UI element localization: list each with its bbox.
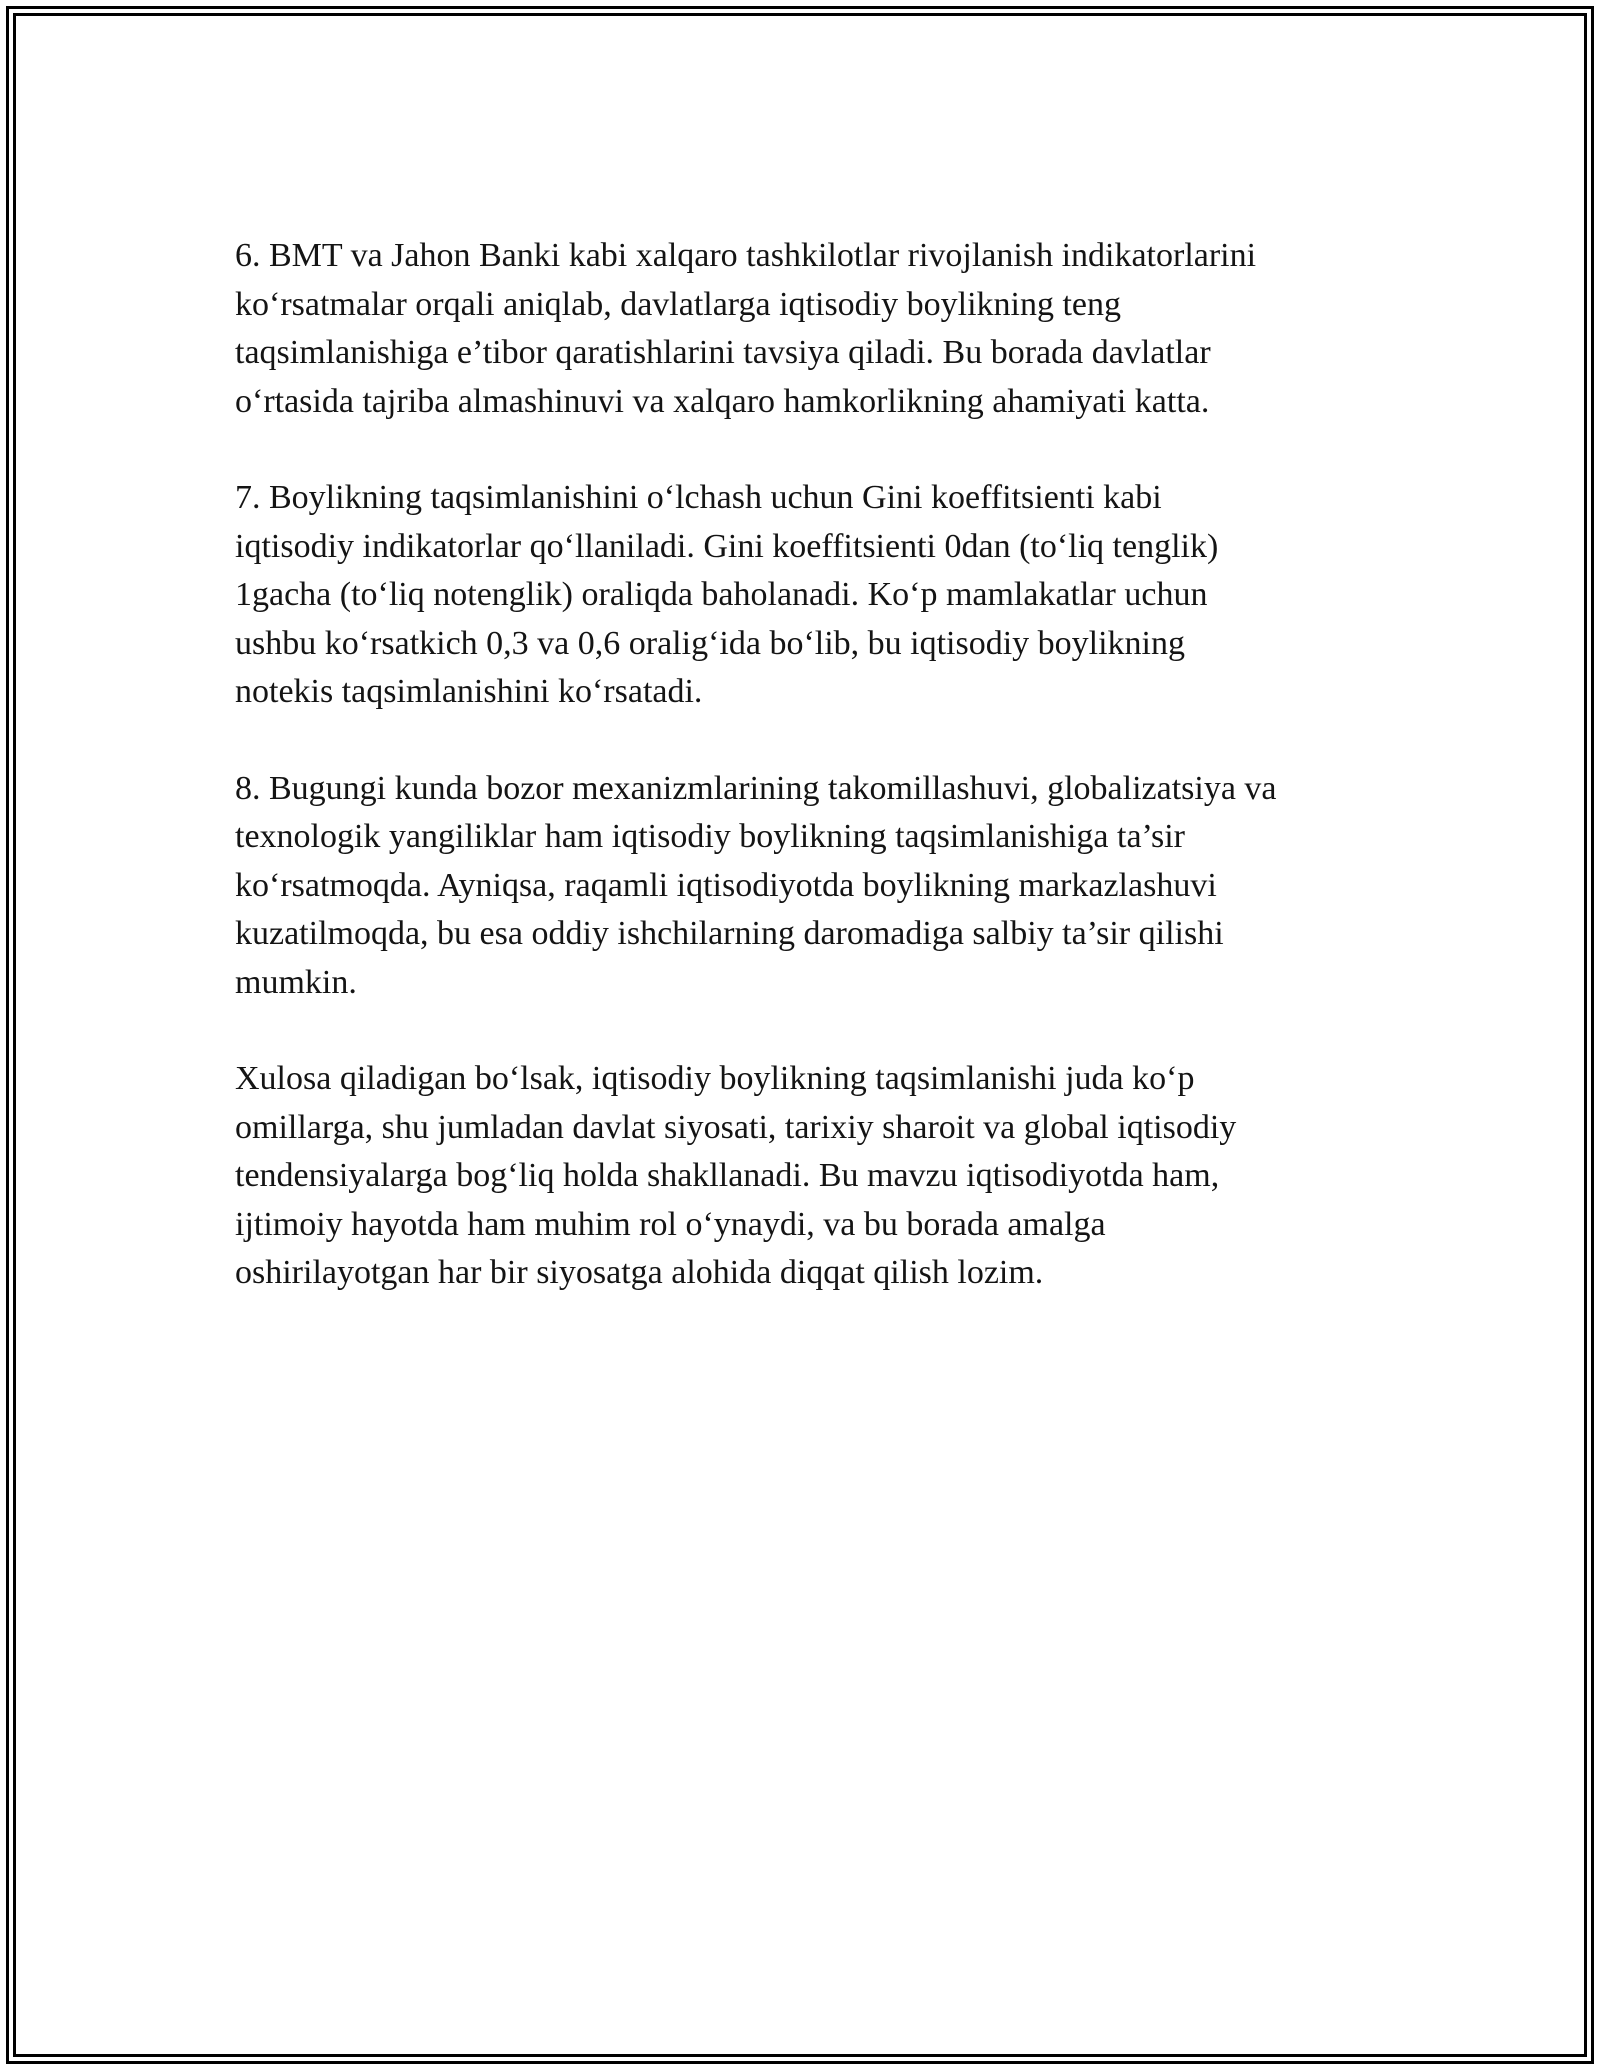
paragraph-conclusion: Xulosa qiladigan bo‘lsak, iqtisodiy boylikning taqsimlanishi juda ko‘p omillarga, shu jumladan davlat siyosati, tarixiy sharoit va global iqtisodiy tendensiyalarga bog‘liq holda shakllanadi. Bu mavzu iqtisodiyotda ham, ijtimoiy hayotda ham muhim rol o‘ynaydi, va bu borada amalga oshirilayotgan har bir siyosatga alohida diqqat qilish lozim. — [235, 1060, 1237, 1291]
paragraph-7-gini-coefficient: 7. Boylikning taqsimlanishini o‘lchash uchun Gini koeffitsienti kabi iqtisodiy indikatorlar qo‘llaniladi. Gini koeffitsienti 0dan (to‘liq tenglik) 1gacha (to‘liq notenglik) oraliqda baholanadi. Ko‘p mamlakatlar uchun ushbu ko‘rsatkich 0,3 va 0,6 oralig‘ida bo‘lib, bu iqtisodiy boylikning notekis taqsimlanishini ko‘rsatadi. — [235, 479, 1219, 710]
document-body — [235, 232, 1375, 1346]
paragraph-8-market-mechanisms: 8. Bugungi kunda bozor mexanizmlarining takomillashuvi, globalizatsiya va texnologik yangiliklar ham iqtisodiy boylikning taqsimlanishiga ta’sir ko‘rsatmoqda. Ayniqsa, raqamli iqtisodiyotda boylikning markazlashuvi kuzatilmoqda, bu esa oddiy ishchilarning daromadiga salbiy ta’sir qilishi mumkin. — [235, 769, 1277, 1001]
paragraph-6-international-organizations: 6. BMT va Jahon Banki kabi xalqaro tashkilotlar rivojlanish indikatorlarini ko‘rsatmalar orqali aniqlab, davlatlarga iqtisodiy boylikning teng taqsimlanishiga e’tibor qaratishlarini tavsiya qiladi. Bu borada davlatlar o‘rtasida tajriba almashinuvi va xalqaro hamkorlikning ahamiyati katta. — [235, 237, 1257, 420]
